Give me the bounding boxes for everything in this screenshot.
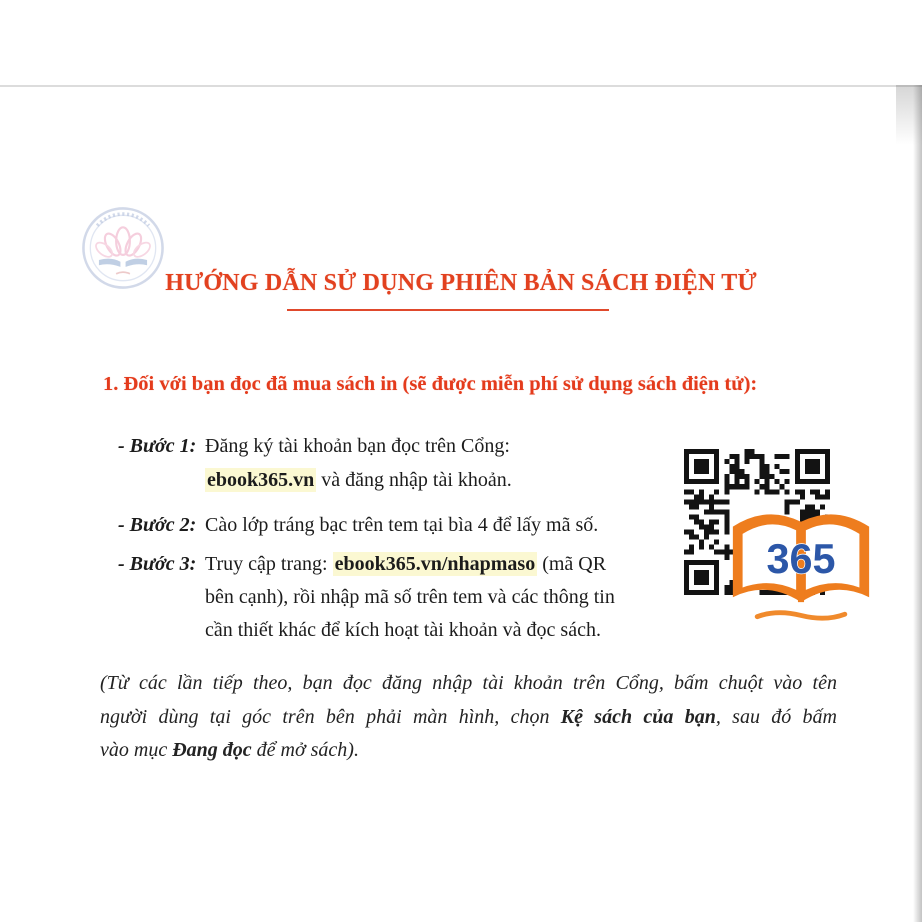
- qr-code: [684, 449, 836, 595]
- nhapmaso-url-highlight: ebook365.vn/nhapmaso: [334, 553, 536, 575]
- note-line-2: [100, 701, 837, 735]
- page-right-shadow: [913, 85, 922, 922]
- title-underline: [287, 309, 609, 311]
- step-1-text: Đăng ký tài khoản bạn đọc trên Cổng:: [205, 435, 510, 457]
- step-3-line-3: cần thiết khác để kích hoạt tài khoản và đọc sách.: [205, 619, 601, 641]
- step-2-line-1: [118, 508, 598, 542]
- note-line-1: (Từ các lần tiếp theo, bạn đọc đăng nhập tài khoản trên Cổng, bấm chuột vào tên: [100, 672, 837, 694]
- book-365-icon: [728, 495, 874, 641]
- ebook365-url-highlight: ebook365.vn: [207, 469, 315, 491]
- qr-center-logo: [728, 495, 836, 582]
- step-3-line-2: bên cạnh), rồi nhập mã số trên tem và các thông tin: [205, 586, 615, 608]
- step-3-text-after: (mã QR: [537, 553, 607, 575]
- step-3: [118, 548, 615, 647]
- page-corner-shadow: [896, 85, 922, 145]
- step-3-label: - Bước 3:: [118, 553, 197, 575]
- reading-menu-label: Đang đọc: [172, 739, 252, 761]
- step-2-text: Cào lớp tráng bạc trên tem tại bìa 4 để lấy mã số.: [205, 514, 599, 536]
- page-title: HƯỚNG DẪN SỬ DỤNG PHIÊN BẢN SÁCH ĐIỆN TỬ: [165, 270, 757, 296]
- step-3-line-1: [118, 548, 615, 581]
- note-line-2-text: người dùng tại góc trên bên phải màn hình, chọn: [100, 705, 561, 728]
- qr-365-label: 365: [766, 535, 836, 582]
- step-3-text-before: Truy cập trang:: [205, 553, 333, 575]
- step-1: [118, 429, 512, 497]
- step-1-line-2: [205, 463, 512, 497]
- note-line-3: [100, 734, 837, 768]
- note-line-3-after: để mở sách).: [251, 739, 359, 761]
- note-line-3-text: vào mục: [100, 739, 173, 761]
- step-1-line-1: [118, 429, 512, 463]
- document-page: [0, 87, 922, 922]
- note-line-2-after: , sau đó bấm: [715, 705, 838, 728]
- closing-note: [100, 667, 837, 768]
- section-heading: 1. Đối với bạn đọc đã mua sách in (sẽ được miễn phí sử dụng sách điện tử):: [103, 373, 758, 395]
- top-margin-band: [0, 0, 922, 86]
- step-1-label: - Bước 1:: [118, 435, 197, 457]
- step-2: [118, 508, 598, 542]
- step-2-label: - Bước 2:: [118, 514, 197, 536]
- step-1-text-after: và đăng nhập tài khoản.: [316, 469, 512, 491]
- bookshelf-menu-label: Kệ sách của bạn: [560, 705, 716, 728]
